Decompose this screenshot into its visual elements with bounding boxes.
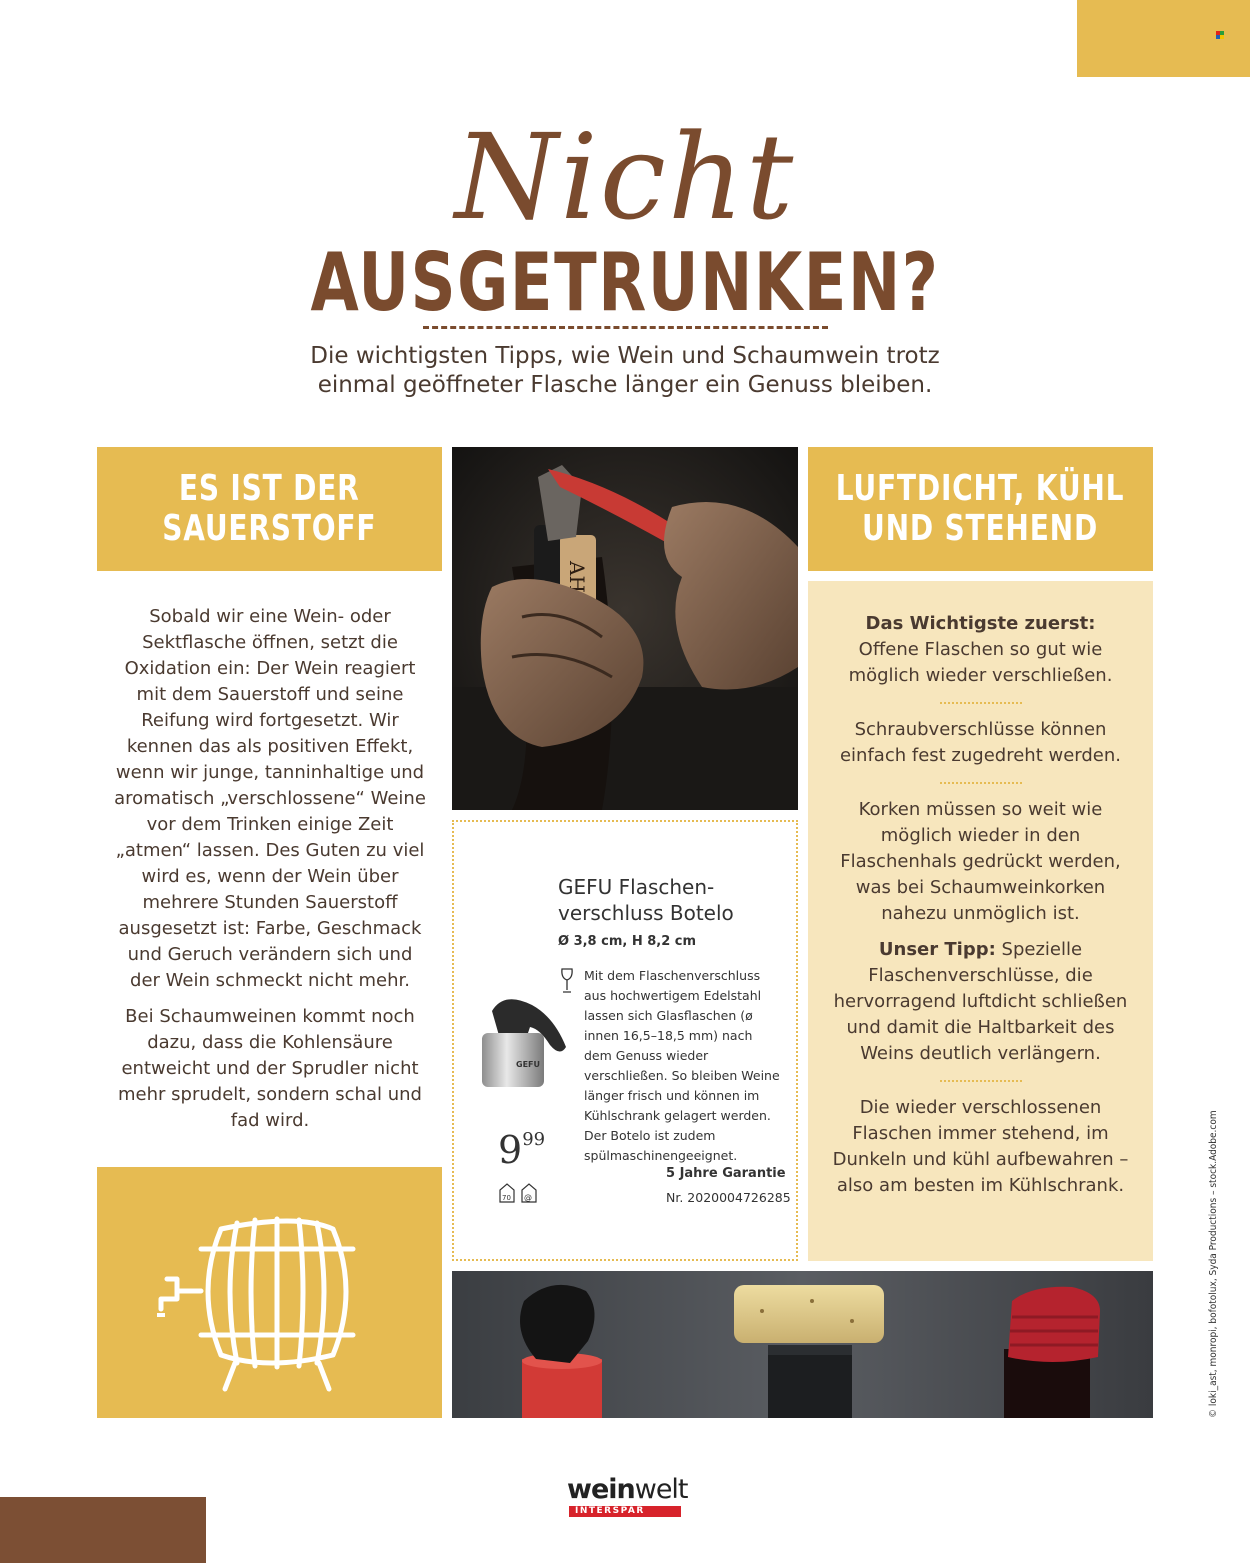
product-name: GEFU Flaschen- verschluss Botelo	[558, 875, 734, 925]
photo-credit: © loki_ast, monropi, bofotolux, Syda Productions – stock.Adobe.com	[1208, 1110, 1219, 1418]
title-script: Nicht	[454, 108, 796, 246]
svg-text:70: 70	[502, 1194, 511, 1202]
tip-5: Die wieder verschlossenen Flaschen immer stehend, im Dunkeln und kühl aufbewahren – also am besten im Kühlschrank.	[832, 1097, 1129, 1196]
product-offer	[452, 820, 798, 1261]
paragraph-oxidation: Sobald wir eine Wein- oder Sektflasche öffnen, setzt die Oxidation ein: Der Wein reagiert mit dem Sauerstoff und seine Reifung wird fortgesetzt. Wir kennen das als positiven Effekt, wenn wir junge, tanninhaltige und aromatisch „verschlossene“ Weine vor dem Trinken einige Zeit „atmen“ lassen. Des Guten zu viel wird es, wenn der Wein über mehrere Stunden Sauerstoff ausgesetzt ist: Farbe, Geschmack und Geruch verändern sich und der Wein schmeckt nicht mehr.	[114, 606, 426, 991]
page-title: AUSGETRUNKEN?	[310, 236, 940, 329]
svg-text:GEFU: GEFU	[516, 1060, 540, 1069]
interspar-logo: INTERSPAR	[569, 1506, 681, 1517]
guarantee: 5 Jahre Garantie	[666, 1166, 786, 1181]
title-divider	[423, 326, 828, 329]
heading-sauerstoff: ES IST DER SAUERSTOFF	[97, 447, 442, 571]
tips-panel	[808, 581, 1153, 1261]
weinwelt-logo: weinwelt INTERSPAR	[567, 1474, 688, 1516]
tip-2: Schraubverschlüsse können einfach fest zugedreht werden.	[839, 719, 1121, 766]
heading-luftdicht: LUFTDICHT, KÜHL UND STEHEND	[808, 447, 1153, 571]
article-number: Nr. 2020004726285	[666, 1190, 791, 1205]
sauerstoff-text	[110, 604, 430, 1134]
page-subtitle: Die wichtigsten Tipps, wie Wein und Schaumwein trotz einmal geöffneter Flasche länger ein Genuss bleiben.	[310, 343, 940, 398]
tip-separator	[940, 782, 1022, 784]
wine-barrel-icon	[97, 1167, 442, 1418]
bottle-closures-photo	[452, 1271, 1153, 1418]
svg-text:@: @	[524, 1193, 532, 1202]
wash-care-icons	[498, 1182, 548, 1204]
svg-text:AH: AH	[565, 561, 589, 593]
barrel-panel	[97, 1167, 442, 1418]
tip-1: Das Wichtigste zuerst: Offene Flaschen so gut wie möglich wieder verschließen.	[848, 613, 1113, 686]
product-description: Mit dem Flaschenverschluss aus hochwertigem Edelstahl lassen sich Glasflaschen (ø innen 16,5–18,5 mm) nach dem Genuss wieder verschließen. So bleiben Weine länger frisch und können im Kühlschrank gelagert werden. Der Botelo ist zudem spülmaschinengeeignet.	[584, 968, 780, 1163]
footer-color-bar	[0, 1497, 206, 1563]
tip-separator	[940, 702, 1022, 704]
tip-separator	[940, 1080, 1022, 1082]
bottle-stopper-image	[474, 987, 574, 1097]
tip-4: Unser Tipp: Spezielle Flaschenverschlüsse, die hervorragend luftdicht schließen und damit die Haltbarkeit des Weins deutlich verlängern.	[833, 939, 1128, 1064]
color-marker-icon	[1216, 31, 1226, 39]
paragraph-schaumwein: Bei Schaumweinen kommt noch dazu, dass die Kohlensäure entweicht und der Sprudler nicht mehr sprudelt, sondern schal und fad wird.	[118, 1006, 422, 1131]
price: $9^{99}$	[498, 1128, 546, 1172]
tip-3: Korken müssen so weit wie möglich wieder in den Flaschenhals gedrückt werden, was bei Schaumweinkorken nahezu unmöglich ist.	[840, 799, 1121, 924]
product-size: Ø 3,8 cm, H 8,2 cm	[558, 934, 697, 949]
corkscrew-photo	[452, 447, 798, 810]
